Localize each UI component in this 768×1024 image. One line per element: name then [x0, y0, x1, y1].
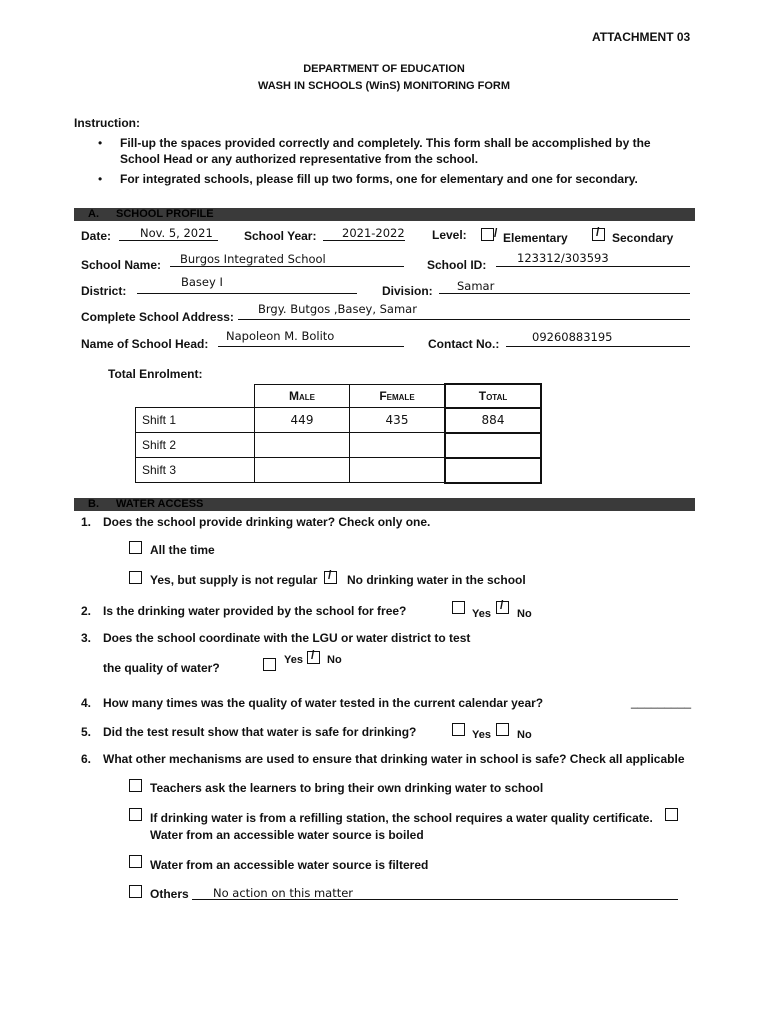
row-label: Shift 2 [136, 433, 255, 458]
school-year-value[interactable]: 2021-2022 [342, 226, 405, 240]
q3-yes-checkbox[interactable] [263, 658, 276, 671]
q5-text: Did the test result show that water is safe for drinking? [103, 725, 417, 739]
q6-option-filtered-checkbox[interactable] [129, 855, 142, 868]
level-elementary-label: Elementary [503, 231, 568, 245]
q5-no-label: No [517, 729, 532, 741]
contact-value[interactable]: 09260883195 [532, 330, 613, 344]
q6-option-bring-water-label: Teachers ask the learners to bring their own drinking water to school [150, 781, 544, 795]
school-id-value[interactable]: 123312/303593 [517, 251, 609, 265]
instruction-bullet-2: For integrated schools, please fill up two forms, one for elementary and one for secondary. [120, 172, 638, 186]
q1-option-not-regular-label: Yes, but supply is not regular [150, 573, 318, 587]
q2-no-label: No [517, 608, 532, 620]
bullet-icon: • [98, 136, 103, 150]
cell-total[interactable]: 884 [445, 408, 541, 433]
date-underline [119, 240, 218, 241]
district-value[interactable]: Basey I [181, 275, 223, 289]
instruction-bullet-1-line-1: Fill-up the spaces provided correctly and completely. This form shall be accomplished by the [120, 136, 651, 150]
table-row [136, 433, 542, 458]
level-label: Level: [432, 228, 467, 242]
q6-option-certificate-label: If drinking water is from a refilling station, the school requires a water quality certificate. [150, 811, 653, 825]
q6-option-others-label: Others [150, 887, 189, 901]
q2-text: Is the drinking water provided by the school for free? [103, 604, 407, 618]
check-mark-icon: / [311, 648, 315, 662]
cell-female[interactable] [350, 433, 446, 458]
q1-number: 1. [81, 515, 92, 529]
column-total: Total [445, 384, 541, 408]
level-secondary-label: Secondary [612, 231, 674, 245]
q5-yes-label: Yes [472, 729, 491, 741]
q6-option-filtered-label: Water from an accessible water source is filtered [150, 858, 429, 872]
q6-option-others-checkbox[interactable] [129, 885, 142, 898]
check-mark-icon: / [500, 598, 504, 612]
q6-option-boiled-label: Water from an accessible water source is boiled [150, 828, 424, 842]
school-name-label: School Name: [81, 258, 162, 272]
q6-option-bring-water-checkbox[interactable] [129, 779, 142, 792]
division-label: Division: [382, 284, 433, 298]
q3-number: 3. [81, 631, 92, 645]
q3-text-line-2: the quality of water? [103, 661, 220, 675]
section-b-header [74, 498, 695, 511]
contact-underline [506, 346, 690, 347]
table-corner [136, 384, 255, 408]
q3-text-line-1: Does the school coordinate with the LGU or water district to test [103, 631, 471, 645]
q1-option-no-water-checkbox[interactable] [324, 568, 337, 584]
cell-total[interactable] [445, 433, 541, 458]
q2-yes-checkbox[interactable] [452, 601, 465, 614]
school-id-underline [496, 266, 690, 267]
cell-male[interactable] [255, 433, 350, 458]
q6-option-certificate-checkbox[interactable] [129, 808, 142, 821]
cell-male[interactable] [255, 458, 350, 483]
q1-option-all-time-label: All the time [150, 543, 215, 557]
school-year-label: School Year: [244, 229, 317, 243]
q4-answer-blank[interactable]: _________ [631, 695, 692, 709]
q1-text: Does the school provide drinking water? Check only one. [103, 515, 431, 529]
contact-label: Contact No.: [428, 337, 500, 351]
enrolment-table [135, 383, 542, 484]
cell-total[interactable] [445, 458, 541, 483]
check-mark-icon: / [596, 225, 600, 239]
tick-mark: / [494, 226, 498, 240]
q2-yes-label: Yes [472, 608, 491, 620]
section-a-title: SCHOOL PROFILE [116, 208, 214, 220]
address-value[interactable]: Brgy. Butgos ,Basey, Samar [258, 302, 417, 316]
q2-no-checkbox[interactable] [496, 598, 509, 614]
q6-number: 6. [81, 752, 92, 766]
q3-no-checkbox[interactable] [307, 648, 320, 664]
form-title: WASH IN SCHOOLS (WinS) MONITORING FORM [257, 80, 511, 92]
q1-option-not-regular-checkbox[interactable] [129, 571, 142, 584]
form-department: DEPARTMENT OF EDUCATION [303, 63, 465, 75]
attachment-label: ATTACHMENT 03 [592, 30, 691, 44]
q4-text: How many times was the quality of water tested in the current calendar year? [103, 696, 544, 710]
school-name-underline [170, 266, 404, 267]
bullet-icon: • [98, 172, 103, 186]
level-elementary-checkbox[interactable] [481, 228, 494, 241]
column-male: Male [255, 384, 350, 408]
school-id-label: School ID: [427, 258, 487, 272]
q3-yes-label: Yes [284, 654, 303, 666]
q6-option-others-value[interactable]: No action on this matter [213, 886, 354, 900]
district-underline [137, 293, 357, 294]
division-value[interactable]: Samar [457, 279, 495, 293]
school-head-underline [218, 346, 404, 347]
school-head-label: Name of School Head: [81, 337, 209, 351]
level-secondary-checkbox[interactable] [592, 225, 605, 241]
date-value[interactable]: Nov. 5, 2021 [140, 226, 213, 240]
section-b-title: WATER ACCESS [116, 498, 204, 510]
q4-number: 4. [81, 696, 92, 710]
division-underline [439, 293, 690, 294]
address-label: Complete School Address: [81, 310, 234, 324]
q6-text: What other mechanisms are used to ensure that drinking water in school is safe? Check all applicable [103, 752, 685, 766]
table-row [136, 458, 542, 483]
row-label: Shift 3 [136, 458, 255, 483]
q1-option-no-water-label: No drinking water in the school [347, 573, 526, 587]
table-row [136, 408, 542, 433]
date-label: Date: [81, 229, 112, 243]
q5-yes-checkbox[interactable] [452, 723, 465, 736]
school-name-value[interactable]: Burgos Integrated School [180, 252, 326, 266]
instruction-bullet-1-line-2: School Head or any authorized representative from the school. [120, 152, 479, 166]
section-b-letter: B. [88, 498, 99, 510]
q6-option-boiled-checkbox[interactable] [665, 808, 678, 821]
school-year-underline [323, 240, 405, 241]
column-female: Female [350, 384, 446, 408]
enrolment-label: Total Enrolment: [108, 367, 203, 381]
q2-number: 2. [81, 604, 92, 618]
address-underline [238, 319, 690, 320]
section-a-header [74, 208, 695, 221]
check-mark-icon: / [328, 568, 332, 582]
cell-female[interactable]: 435 [350, 408, 446, 433]
instruction-label: Instruction: [74, 116, 140, 130]
cell-male[interactable]: 449 [255, 408, 350, 433]
district-label: District: [81, 284, 127, 298]
q1-option-all-time-checkbox[interactable] [129, 541, 142, 554]
row-label: Shift 1 [136, 408, 255, 433]
q5-no-checkbox[interactable] [496, 723, 509, 736]
cell-female[interactable] [350, 458, 446, 483]
school-head-value[interactable]: Napoleon M. Bolito [226, 329, 335, 343]
q3-no-label: No [327, 654, 342, 666]
q5-number: 5. [81, 725, 92, 739]
section-a-letter: A. [88, 208, 99, 220]
